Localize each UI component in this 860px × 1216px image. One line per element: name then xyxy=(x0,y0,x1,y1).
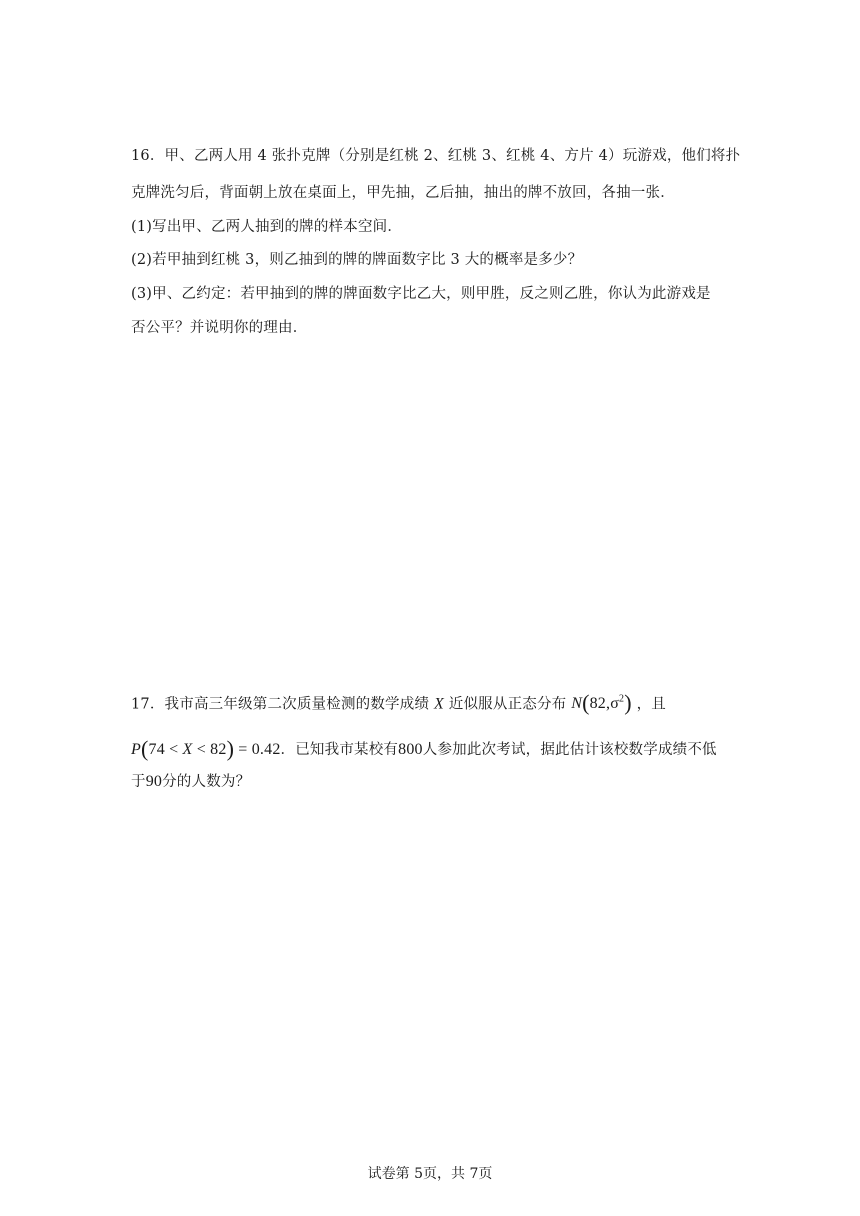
q17-line2 xyxy=(131,737,717,760)
q17-suffix: ，且 xyxy=(636,696,666,713)
q17-probability-expr: P(74 < X < 82) = 0.42 xyxy=(131,736,281,761)
q17-count: 800 xyxy=(398,741,423,758)
q17-l3-suffix: 分的人数为？ xyxy=(162,774,251,790)
q17-score: 90 xyxy=(145,773,163,790)
q16-stem-line2: 克牌洗匀后，背面朝上放在桌面上，甲先抽，乙后抽，抽出的牌不放回，各抽一张． xyxy=(131,185,675,201)
q17-text-a: ．已知我市某校有 xyxy=(280,742,399,758)
q17-l3-prefix: 于 xyxy=(131,774,146,790)
q17-mid: 近似服从正态分布 xyxy=(448,696,567,713)
page-footer: 试卷第 5页，共 7页 xyxy=(367,1166,493,1182)
q16-part3-line1: (3)甲、乙约定：若甲抽到的牌的牌面数字比乙大，则甲胜，反之则乙胜，你认为此游戏是 xyxy=(131,286,711,302)
q16-part1: (1)写出甲、乙两人抽到的牌的样本空间． xyxy=(131,219,403,235)
q17-line1 xyxy=(131,690,666,714)
q16-part3-line2: 否公平？并说明你的理由． xyxy=(131,320,308,336)
q17-normal-dist: $N(82,\sigma^2)$ xyxy=(571,690,632,716)
q17-var-x: X xyxy=(433,695,444,713)
q17-line3 xyxy=(131,772,250,792)
q16-stem-line1: 16．甲、乙两人用 4 张扑克牌（分别是红桃 2、红桃 3、红桃 4、方片 4）玩游戏，他们将扑 xyxy=(131,148,741,164)
q17-prefix: 17．我市高三年级第二次质量检测的数学成绩 xyxy=(131,696,430,713)
q16-part2: (2)若甲抽到红桃 3，则乙抽到的牌的牌面数字比 3 大的概率是多少？ xyxy=(131,252,583,268)
q17-text-b: 人参加此次考试，据此估计该校数学成绩不低 xyxy=(422,742,717,758)
